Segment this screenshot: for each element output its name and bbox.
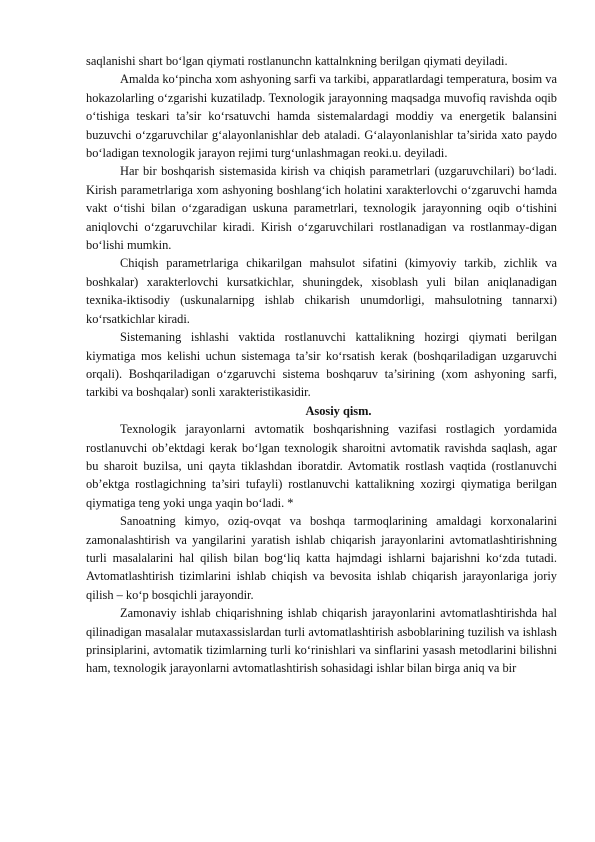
paragraph-output-parameters: Chiqish parametrlariga chikarilgan mahsulot sifatini (kimyoviy tarkib, zichlik va boshkalar) xarakterlovchi kursatkichlar, shuningdek, xisoblash yuli bilan aniqlanadigan texnika-iktisodiy (uskunalarnipg ishlab chikarish unumdorligi, mahsulotning tannarxi) ko‘rsatkichlar kiradi. (86, 256, 557, 326)
paragraph-industry-modernization: Sanoatning kimyo, oziq-ovqat va boshqa tarmoqlarining amaldagi korxonalarini zamonalashtirish va yangilarini yaratish ishlab chiqarish jarayonlarini avtomatlashtirishning turli masalalarini hal qilish bilan bog‘liq katta hajmdagi ishlarni bajarishni ko‘zda tutadi. Avtomatlashtirish tizimlarini ishlab chiqish va bevosita ishlab chiqarish jarayonlariga joriy qilish – ko‘p bosqichli jarayondir. (86, 514, 557, 602)
paragraph-automatic-control: Texnologik jarayonlarni avtomatik boshqarishning vazifasi rostlagich yordamida rostlanuvchi ob’ektdagi kerak bo‘lgan texnologik sharoitni avtomatik ravishda saqlash, agar bu sharoit buzilsa, uni qayta tiklashdan iboratdir. Avtomatik rostlash vaqtida (rostlanuvchi ob’ektga rostlagichning ta’siri tufayli) rostlanuvchi kattalikning xozirgi qiymatiga berilgan qiymatiga teng yoki unga yaqin bo‘ladi. * (86, 422, 557, 510)
paragraph-input-parameters: Har bir boshqarish sistemasida kirish va chiqish parametrlari (uzgaruvchilari) bo‘ladi. Kirish parametrlariga xom ashyoning boshlang‘ich holatini xarakterlovchi o‘zgaruvchi hamda vakt o‘tishi bilan o‘zgaradigan uskuna parametrlari, texnologik jarayonning oqib o‘tishini aniqlovchi o‘zgaruvchilar kiradi. Kirish o‘zgaruvchilari rostlanadigan va rostlanmay-digan bo‘lishi mumkin. (86, 164, 557, 253)
paragraph-continuation: saqlanishi shart bo‘lgan qiymati rostlanunchn kattalnkning berilgan qiymati deyiladi. (86, 54, 508, 68)
paragraph-modern-production: Zamonaviy ishlab chiqarishning ishlab chiqarish jarayonlarini avtomatlashtirishda hal qilinadigan masalalar mutaxassislardan turli avtomatlashtirish asboblarining tuzilish va ishlash prinsiplarini, avtomatik tizimlarning turli ko‘rinishlari va sinflarini yasash metodlarini bilishni ham, texnologik jarayonlarni avtomatlashtirish sohasidagi ishlar bilan birga aniq va bir (86, 606, 557, 676)
document-page (86, 52, 557, 678)
paragraph-system-operation: Sistemaning ishlashi vaktida rostlanuvchi kattalikning hozirgi qiymati berilgan kiymatiga mos kelishi uchun sistemaga ta’sir ko‘rsatish kerak (boshqariladigan uzgaruvchi orqali). Boshqariladigan o‘zgaruvchi sistema boshqaruv ta’sirining (xom ashyoning sarfi, tarkibi va boshqalar) sonli xarakteristikasidir. (86, 330, 557, 400)
paragraph-disturbances: Amalda ko‘pincha xom ashyoning sarfi va tarkibi, apparatlardagi temperatura, bosim va hokazolarling o‘zgarishi kuzatiladp. Texnologik jarayonning maqsadga muvofiq ravishda oqib o‘tishiga teskari ta’sir ko‘rsatuvchi hamda sistemalardagi moddiy va energetik balansini buzuvchi o‘zgaruvchilar g‘alayonlanishlar deb ataladi. G‘alayonlanishlar ta’sirida xato paydo bo‘ladigan texnologik jarayon rejimi turg‘unlashmagan reoki.u. deyiladi. (86, 72, 557, 161)
section-heading: Asosiy qism. (305, 403, 372, 418)
